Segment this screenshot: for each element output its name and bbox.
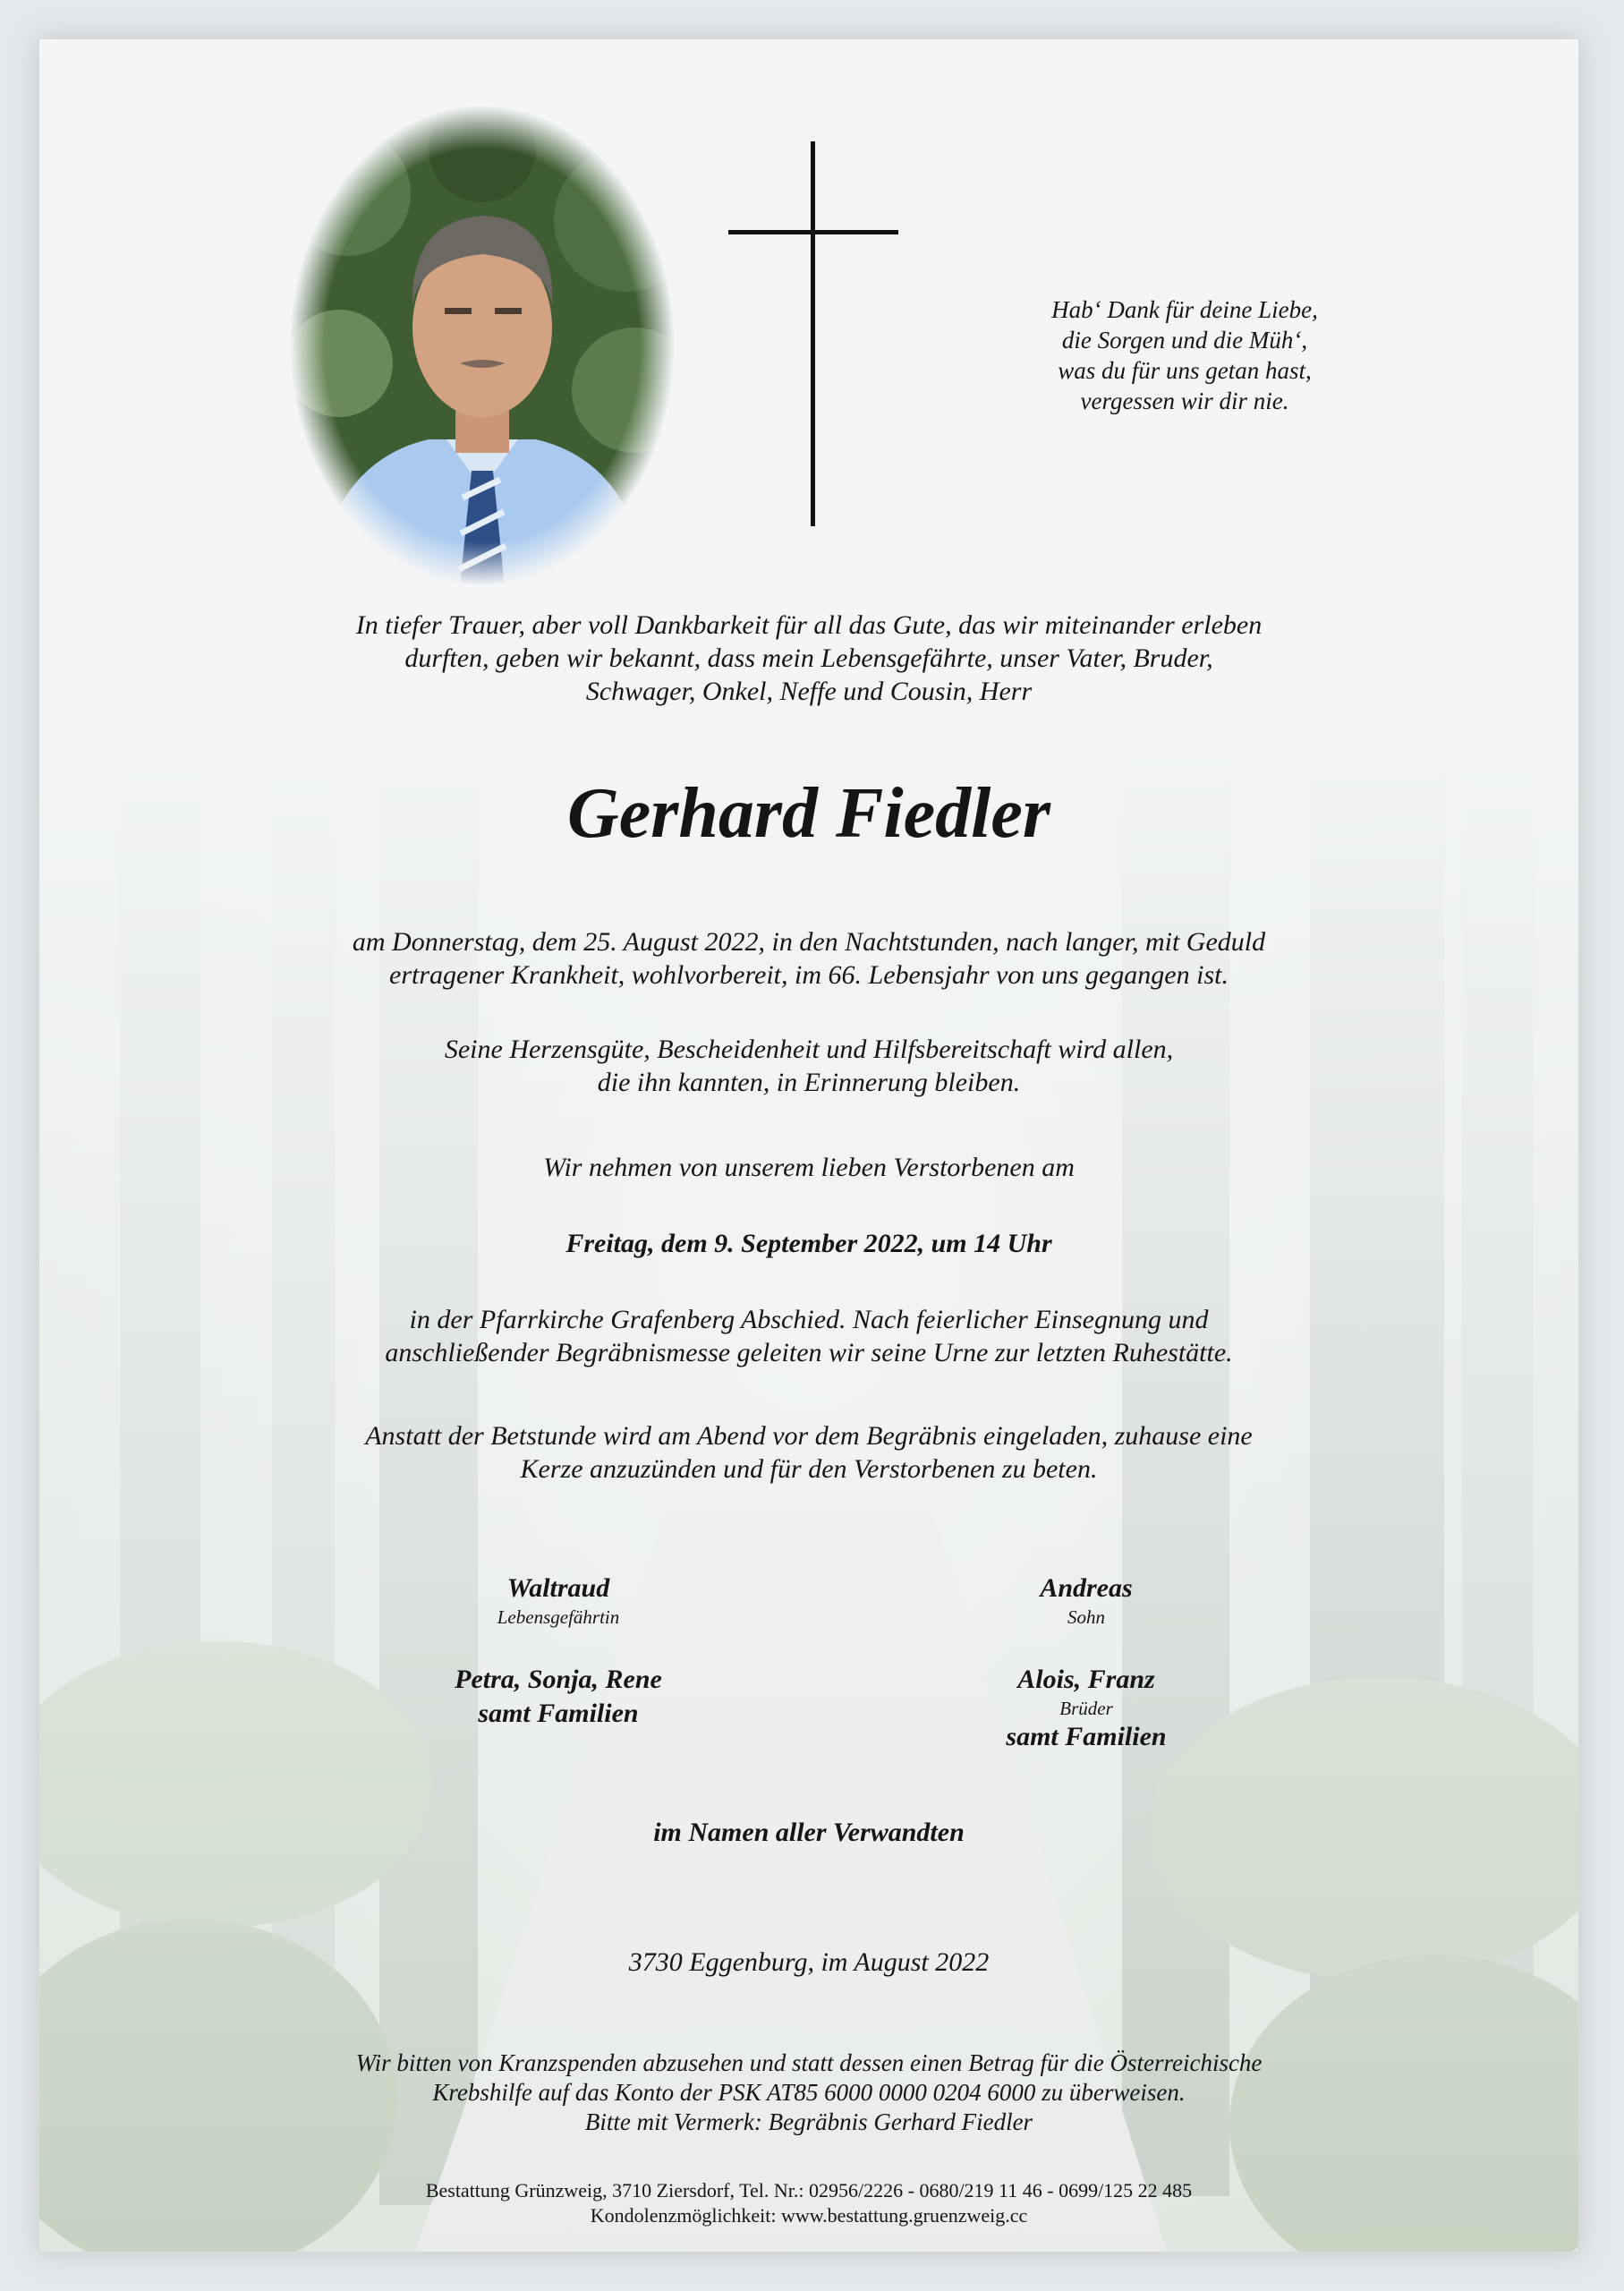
tribute-paragraph: Seine Herzensgüte, Bescheidenheit und Hilfsbereitschaft wird allen, die ihn kannten, in Erinnerung bleiben. xyxy=(444,1035,1174,1097)
mourner-son: Andreas Sohn xyxy=(1040,1573,1133,1628)
donation-paragraph: Wir bitten von Kranzspenden abzusehen und statt dessen einen Betrag für die Österreichische Krebshilfe auf das Konto der PSK AT85 6000 0000 0204 6000 zu überweisen. Bitte mit Vermerk: Begräbnis Gerhard Fiedler xyxy=(355,2049,1263,2135)
mourner-partner: Waltraud Lebensgefährtin xyxy=(497,1573,620,1628)
farewell-intro: Wir nehmen von unserem lieben Verstorbenen am xyxy=(543,1153,1075,1182)
memorial-verse: Hab‘ Dank für deine Liebe, die Sorgen und die Müh‘, was du für uns getan hast, vergessen wir dir nie. xyxy=(1051,296,1318,414)
prayer-paragraph: Anstatt der Betstunde wird am Abend vor dem Begräbnis eingeladen, zuhause eine Kerze anzuzünden und für den Verstorbenen zu beten. xyxy=(365,1421,1253,1484)
farewell-paragraph: in der Pfarrkirche Grafenberg Abschied. Nach feierlicher Einsegnung und anschließender Begräbnismesse geleiten wir seine Urne zur letzten Ruhestätte. xyxy=(385,1305,1233,1367)
death-notice-paragraph: am Donnerstag, dem 25. August 2022, in den Nachtstunden, nach langer, mit Geduld ertragener Krankheit, wohlvorbereit, im 66. Lebensjahr von uns gegangen ist. xyxy=(352,927,1266,990)
mourner-children: Petra, Sonja, Rene samt Familien xyxy=(455,1665,662,1728)
condolence-link[interactable]: Kondolenzmöglichkeit: www.bestattung.gruenzweig.cc xyxy=(590,2204,1028,2227)
intro-paragraph: In tiefer Trauer, aber voll Dankbarkeit für all das Gute, das wir miteinander erleben durften, geben wir bekannt, dass mein Lebensgefährte, unser Vater, Bruder, Schwager, Onkel, Neffe und Cousin, Herr xyxy=(355,610,1263,706)
funeral-date: Freitag, dem 9. September 2022, um 14 Uhr xyxy=(565,1229,1052,1258)
place-date: 3730 Eggenburg, im August 2022 xyxy=(628,1947,990,1977)
mourner-brothers: Alois, Franz Brüder samt Familien xyxy=(1006,1665,1167,1751)
closing-line: im Namen aller Verwandten xyxy=(653,1818,965,1847)
deceased-name: Gerhard Fiedler xyxy=(567,774,1050,853)
funeral-home-footer: Bestattung Grünzweig, 3710 Ziersdorf, Tel. Nr.: 02956/2226 - 0680/219 11 46 - 0699/125 22 485 Kondolenzmöglichkeit: www.bestattung.gruenzweig.cc xyxy=(218,2178,1399,2228)
obituary-sheet xyxy=(39,39,1578,2252)
